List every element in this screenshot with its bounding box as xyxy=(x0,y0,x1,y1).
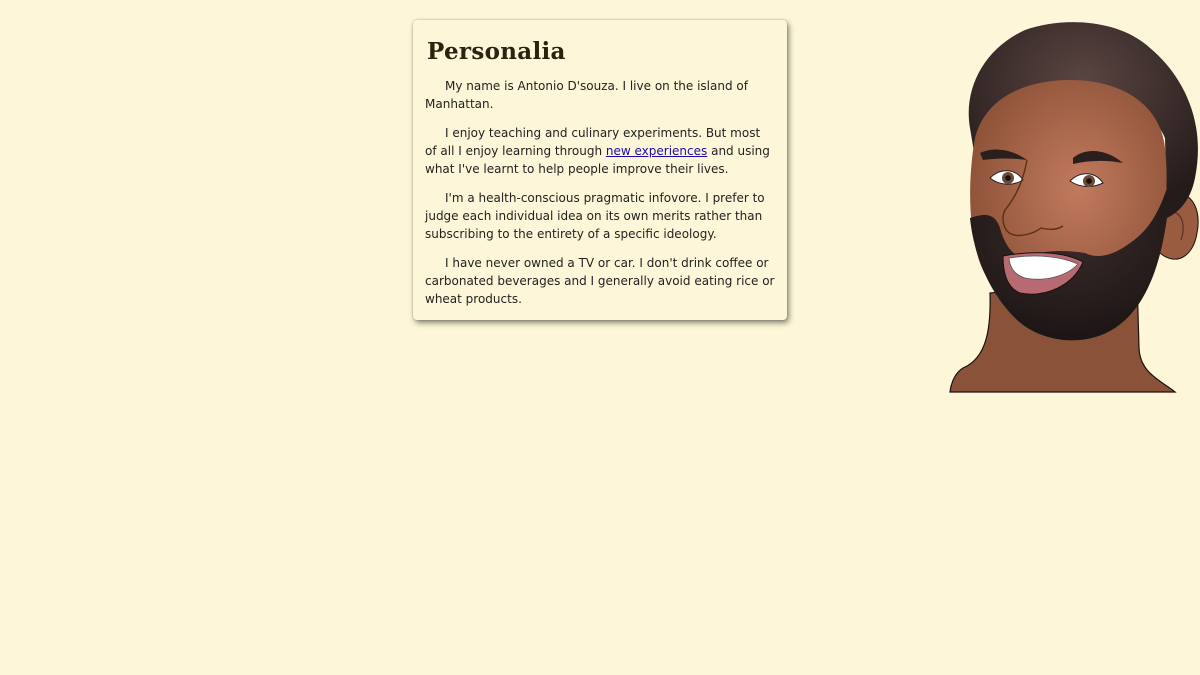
interests-text-end: and using what I've learnt to help people improve their lives. xyxy=(425,144,770,176)
page-title: Personalia xyxy=(427,38,566,65)
new-experiences-link[interactable]: new experiences xyxy=(605,144,708,158)
interests-text-start: I enjoy teaching and culinary experiments. But most of all I enjoy learning through xyxy=(425,126,761,158)
intro-paragraph: My name is Antonio D'souza. I live on the island of Manhattan. xyxy=(425,79,748,111)
interests-paragraph xyxy=(425,124,775,178)
personalia-card xyxy=(413,20,787,320)
portrait-illustration-icon xyxy=(945,18,1200,398)
habits-paragraph: I have never owned a TV or car. I don't drink coffee or carbonated beverages and I generally avoid eating rice or wheat products. xyxy=(425,256,775,306)
philosophy-paragraph: I'm a health-conscious pragmatic infovore. I prefer to judge each individual idea on its own merits rather than subscribing to the entirety of a specific ideology. xyxy=(425,191,765,241)
